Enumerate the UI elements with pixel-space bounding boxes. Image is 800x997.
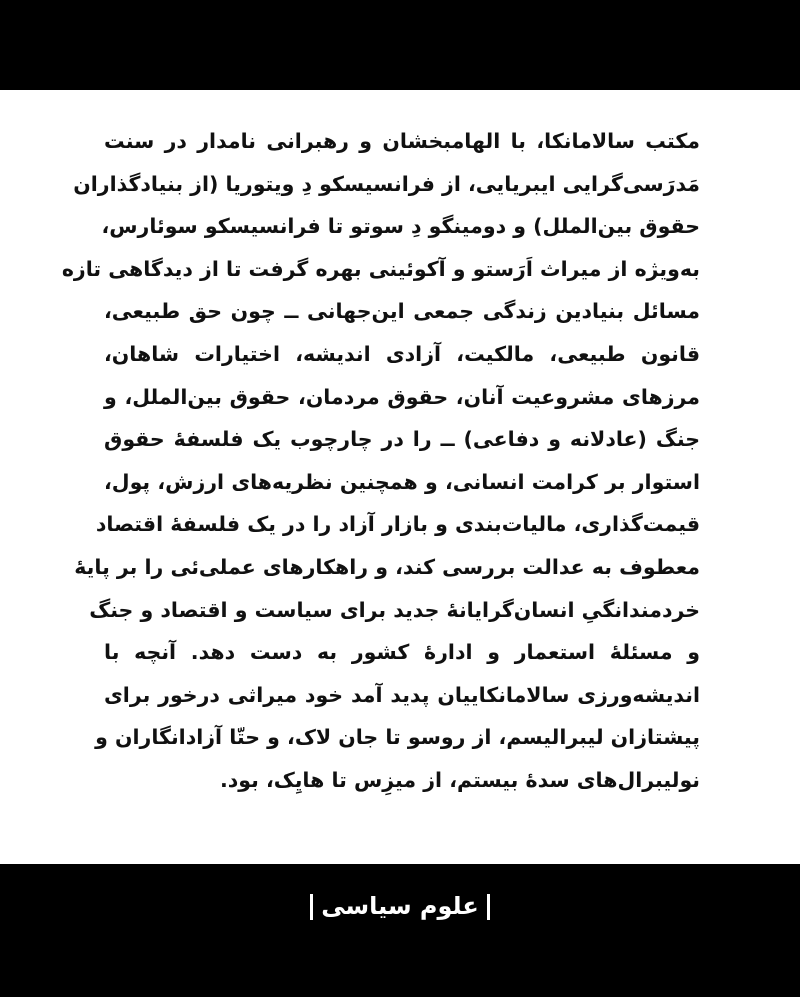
text-line: استوار بر کرامت انسانی، و همچنین نظریه‌های ارزش، پول، — [104, 469, 700, 494]
article-body — [61, 120, 700, 802]
text-line: قیمت‌گذاری، مالیات‌بندی و بازار آزاد را در یک فلسفهٔ اقتصاد — [95, 512, 700, 537]
text-line: حقوق بین‌الملل) و دومینگو دِ سوتو تا فرانسیسکو سوئارس، — [101, 214, 700, 239]
footer-category-label: علوم سیاسی — [321, 892, 479, 920]
divider-bar-right — [487, 894, 490, 920]
text-line: به‌ویژه از میراث اَرَستو و آکوئینی بهره گرفت تا از دیدگاهی تازه — [61, 256, 700, 281]
footer-category — [0, 886, 800, 926]
text-line-last: نولیبرال‌های سدهٔ بیستم، از میزِس تا هایِک، بود. — [219, 767, 700, 792]
text-line: پیشتازان لیبرالیسم، از روسو تا جان لاک، و حتّا آزادانگاران و — [95, 725, 700, 750]
text-line: جنگ (عادلانه و دفاعی) ــ را در چارچوب یک فلسفهٔ حقوق — [104, 427, 700, 452]
top-black-band — [0, 0, 800, 90]
text-line: مرزهای مشروعیت آنان، حقوق مردمان، حقوق بین‌الملل، و — [104, 384, 700, 409]
text-line: مسائل بنیادین زندگی جمعی این‌جهانی ــ چون حق طبیعی، — [104, 299, 700, 324]
text-line: مَدرَسی‌گرایی ایبریایی، از فرانسیسکو دِ ویتوریا (از بنیادگذاران — [73, 171, 700, 196]
text-line: اندیشه‌ورزی سالامانکاییان پدید آمد خود میراثی درخور برای — [104, 682, 700, 707]
text-line: و مسئلهٔ استعمار و ادارهٔ کشور به دست دهد. آنچه با — [104, 640, 700, 665]
footer-band — [0, 864, 800, 997]
text-line: قانون طبیعی، مالکیت، آزادی اندیشه، اختیارات شاهان، — [104, 341, 700, 366]
divider-bar-left — [310, 894, 313, 920]
text-line: خردمندانگیِ انسان‌گرایانهٔ جدید برای سیاست و اقتصاد و جنگ — [89, 597, 700, 622]
text-line: مکتب سالامانکا، با الهامبخشان و رهبرانی نامدار در سنت — [104, 129, 700, 153]
document-page — [0, 90, 800, 864]
text-line: معطوف به عدالت بررسی کند، و راهکارهای عملی‌ئی را بر پایهٔ — [74, 554, 700, 579]
